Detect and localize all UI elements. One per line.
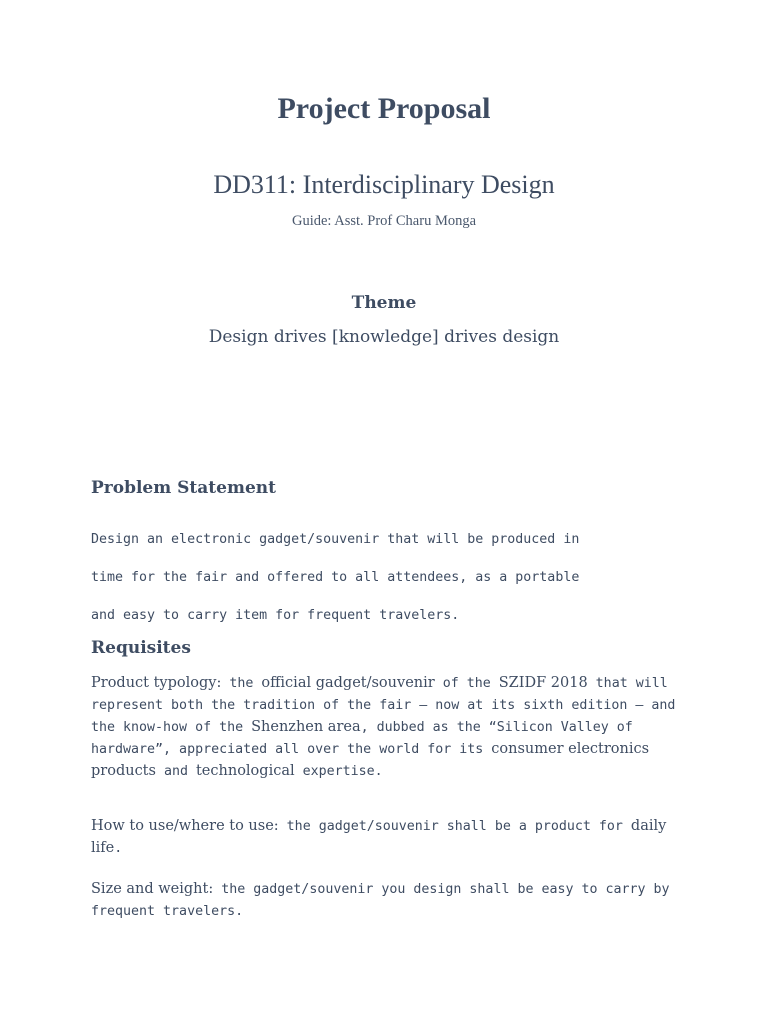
product-typology-paragraph xyxy=(91,672,691,782)
size-weight-paragraph xyxy=(91,878,691,922)
highlight-text: Shenzhen area xyxy=(251,719,361,735)
highlight-text: technological xyxy=(195,763,295,779)
problem-statement-heading: Problem Statement xyxy=(91,478,276,498)
paragraph-text: of the xyxy=(434,676,499,691)
product-typology-label: Product typology: xyxy=(91,675,222,691)
paragraph-text: the xyxy=(221,676,262,691)
problem-statement-line: and easy to carry item for frequent travelers. xyxy=(91,608,460,623)
paragraph-text: the gadget/souvenir you design shall be easy to carry by frequent travelers. xyxy=(91,882,670,919)
paragraph-text: the gadget/souvenir shall be a product for xyxy=(278,819,631,834)
paragraph-text: and xyxy=(155,764,196,779)
highlight-text: consumer electronics products xyxy=(91,741,650,779)
how-to-use-label: How to use/where to use: xyxy=(91,818,279,834)
theme-text: Design drives [knowledge] drives design xyxy=(208,327,560,347)
problem-statement-line: Design an electronic gadget/souvenir that will be produced in xyxy=(91,532,580,547)
how-to-use-paragraph xyxy=(91,815,691,859)
highlight-text: daily life xyxy=(91,818,667,856)
problem-statement-line: time for the fair and offered to all attendees, as a portable xyxy=(91,570,580,585)
problem-statement-text xyxy=(91,511,691,644)
theme-heading: Theme xyxy=(351,293,417,313)
paragraph-text: expertise. xyxy=(294,764,383,779)
paragraph-text: . xyxy=(114,841,123,856)
size-weight-label: Size and weight: xyxy=(91,881,214,897)
paragraph-text: that will represent both the tradition of the fair – now at its sixth edition – and the know-how of the xyxy=(91,676,676,735)
course-title: DD311: Interdisciplinary Design xyxy=(213,170,555,199)
highlight-text: official gadget/souvenir xyxy=(261,675,435,691)
paragraph-text: , dubbed as the “Silicon Valley of hardware”, appreciated all over the world for its xyxy=(91,720,633,757)
highlight-text: SZIDF 2018 xyxy=(498,675,588,691)
document-title: Project Proposal xyxy=(277,92,491,125)
requisites-heading: Requisites xyxy=(91,638,191,658)
guide-line: Guide: Asst. Prof Charu Monga xyxy=(291,213,477,229)
